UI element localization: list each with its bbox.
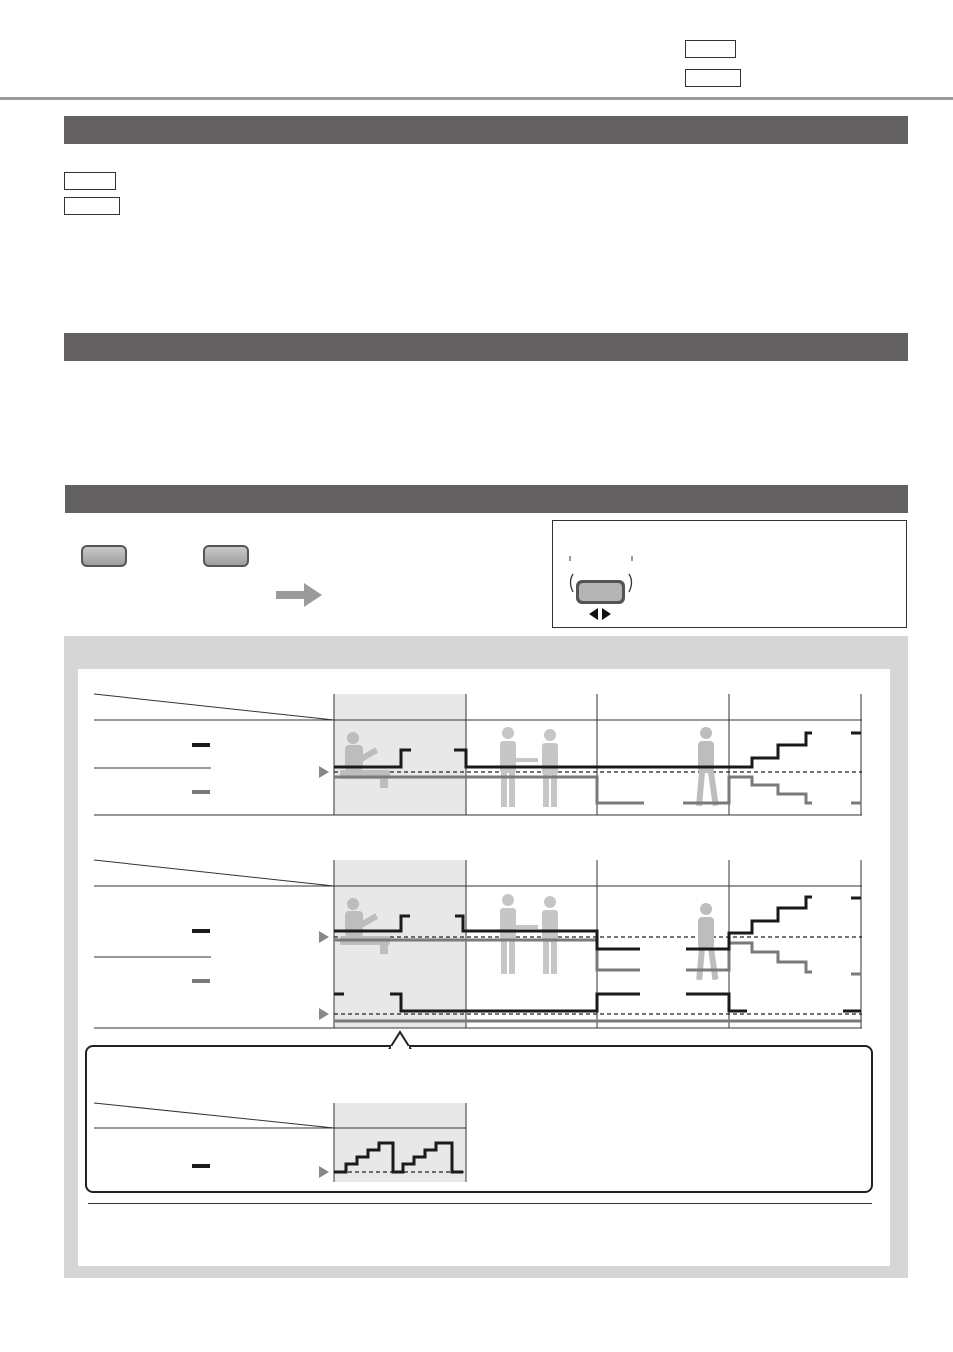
note-divider	[88, 1203, 872, 1204]
marker-triangle-icon-4	[319, 1166, 329, 1178]
